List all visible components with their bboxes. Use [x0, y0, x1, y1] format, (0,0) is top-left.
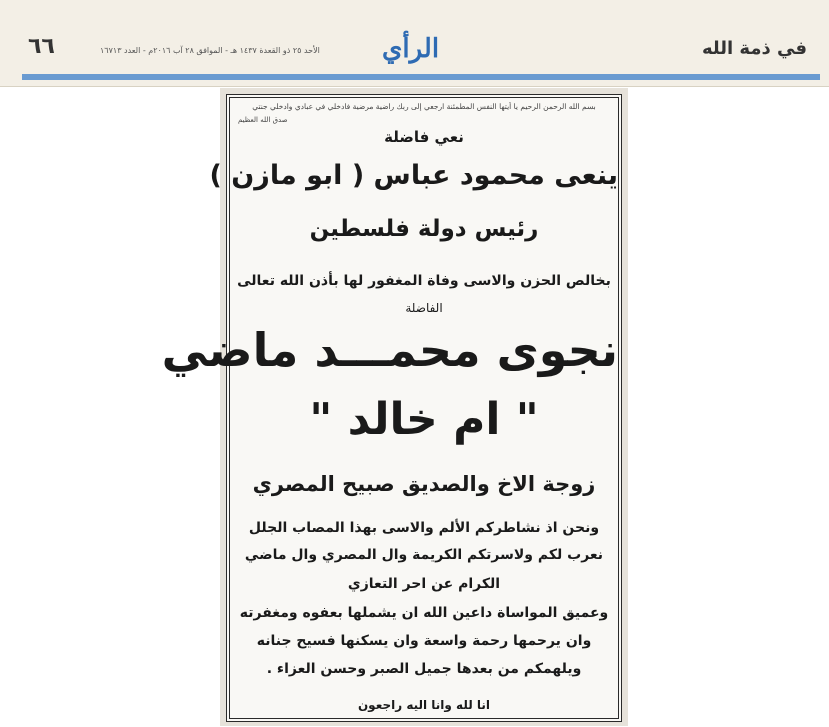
- quran-verse: بسم الله الرحمن الرحيم يا أيتها النفس المطمئنة ارجعي إلى ربك راضية مرضية فادخلي في عبادي وادخلي جنتي: [252, 102, 596, 111]
- deceased-name: نجوى محمـــد ماضي: [161, 323, 618, 377]
- condolence-line-2: نعرب لكم ولاسرتكم الكريمة وال المصري وال ماضي: [244, 547, 604, 563]
- notice-heading: نعي فاضلة: [384, 128, 464, 146]
- deceased-nickname: " ام خالد ": [309, 394, 539, 445]
- condolence-line-3: الكرام عن احر التعازي: [347, 576, 501, 592]
- newspaper-logo: الرأي: [382, 34, 440, 64]
- closing-verse: انا لله وانا اليه راجعون: [357, 698, 491, 712]
- newspaper-header: [0, 0, 829, 87]
- relation-line: زوجة الاخ والصديق صبيح المصري: [252, 472, 596, 496]
- section-title: في ذمة الله: [701, 38, 807, 59]
- announcement-line: بخالص الحزن والاسى وفاة المغفور لها بأذن الله تعالى: [237, 273, 611, 289]
- verse-end: صدق الله العظيم: [238, 116, 288, 124]
- obituary-notice: [161, 94, 622, 722]
- condolence-line-1: ونحن اذ نشاطركم الألم والاسى بهذا المصاب الجلل: [248, 520, 600, 536]
- header-divider: [22, 74, 820, 80]
- masthead-date: الأحد ٢٥ ذو القعدة ١٤٣٧ هـ - الموافق ٢٨ آب ٢٠١٦م - العدد ١٦٧١٣: [100, 46, 320, 55]
- announcer-name: ينعى محمود عباس ( ابو مازن ): [209, 160, 618, 191]
- condolence-line-6: ويلهمكم من بعدها جميل الصبر وحسن العزاء .: [266, 661, 582, 677]
- condolence-line-4: وعميق المواساة داعين الله ان يشملها بعفوه ومغفرته: [239, 605, 609, 621]
- page-number: ٦٦: [28, 34, 55, 59]
- honorific: الفاضلة: [405, 301, 443, 315]
- condolence-line-5: وان يرحمها رحمة واسعة وان يسكنها فسيح جنانه: [256, 633, 592, 649]
- announcer-title: رئيس دولة فلسطين: [309, 216, 539, 242]
